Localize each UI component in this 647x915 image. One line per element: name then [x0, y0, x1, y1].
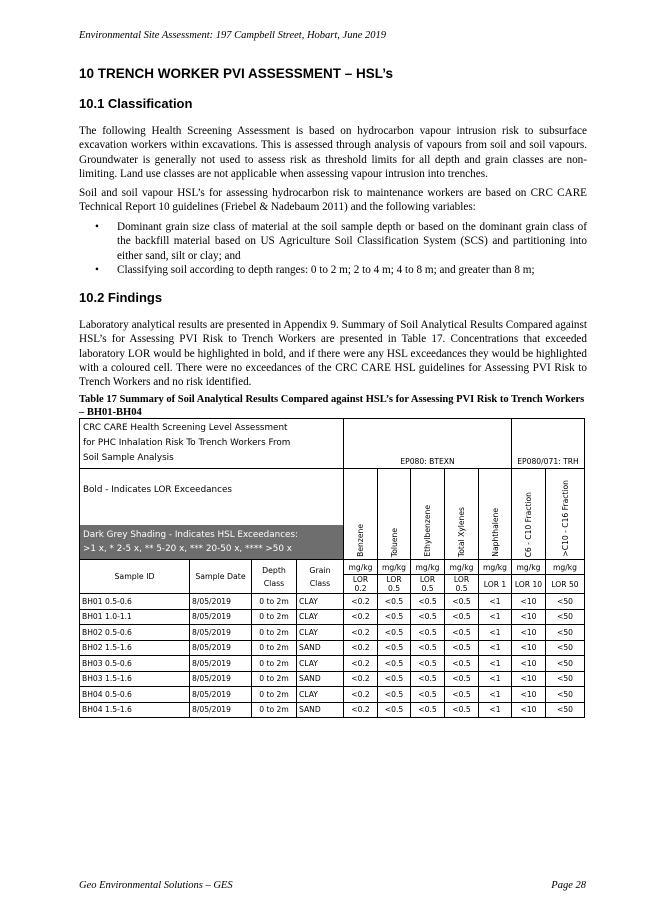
findings-paragraph: Laboratory analytical results are presented in Appendix 9. Summary of Soil Analytical Results Compared against HSL’s for Assessing PVI Risk to Trench Workers are presented in Table 17. Concentrations that exceeded laboratory LOR would be highlighted in bold, and if there were any HSL exceedances they would be highlighted with a coloured cell. There were no exceedances of the CRC CARE HSL guidelines for Assessing PVI Risk to Trench Workers and no risk identified. [79, 319, 587, 389]
analyte-header-toluene [378, 469, 411, 560]
analyte-label: >C10 - C16 Fraction [560, 480, 570, 557]
table-row [80, 640, 585, 656]
analyte-header-c10-c16 [546, 469, 585, 560]
table-cell: <0.5 [411, 640, 445, 656]
table-cell: CLAY [297, 609, 344, 625]
table-cell: <10 [512, 609, 546, 625]
table-cell: <0.5 [411, 609, 445, 625]
table-cell: <0.2 [344, 687, 378, 703]
table-cell: BH03 1.5-1.6 [80, 671, 190, 687]
table-cell: <0.5 [445, 687, 479, 703]
table-cell: BH02 0.5-0.6 [80, 625, 190, 641]
table-cell: 0 to 2m [252, 656, 297, 672]
list-item-text: Classifying soil according to depth ranges: 0 to 2 m; 2 to 4 m; 4 to 8 m; and greater than 8 m; [117, 263, 535, 276]
col-header-sample-date: Sample Date [190, 560, 252, 594]
table-cell: <1 [479, 625, 512, 641]
table-title-line: CRC CARE Health Screening Level Assessment [83, 423, 288, 433]
table-cell: <0.5 [411, 687, 445, 703]
table-row [80, 625, 585, 641]
classification-paragraph-1: The following Health Screening Assessment is based on hydrocarbon vapour intrusion risk to subsurface excavation workers within excavations. This is assessed through analysis of vapours from soil and soil vapours. Groundwater is generally not used to assess risk as threshold limits for all depth and grain classes are non-limiting. Land use classes are not applicable when assessing vapour intrusion into trenches. [79, 125, 587, 180]
unit-cell: mg/kg [546, 560, 585, 575]
analyte-label: Total Xylenes [457, 506, 466, 557]
table-cell: CLAY [297, 687, 344, 703]
legend-shading-note [80, 525, 344, 560]
table-cell: <0.5 [378, 671, 411, 687]
table-cell: <0.5 [445, 625, 479, 641]
analyte-label: Toluene [389, 527, 399, 557]
table-cell: <0.2 [344, 594, 378, 610]
table-cell: <1 [479, 656, 512, 672]
table-cell: <0.2 [344, 702, 378, 718]
table-cell: <0.2 [344, 625, 378, 641]
table-cell: <0.5 [378, 594, 411, 610]
table-cell: 8/05/2019 [190, 594, 252, 610]
table-cell: 0 to 2m [252, 702, 297, 718]
table-cell: <10 [512, 656, 546, 672]
table-cell: <0.5 [445, 671, 479, 687]
table-cell: 8/05/2019 [190, 702, 252, 718]
table-cell: SAND [297, 640, 344, 656]
table-cell: <0.2 [344, 656, 378, 672]
analyte-header-benzene [344, 469, 378, 560]
results-table [79, 418, 585, 718]
table-row [80, 687, 585, 703]
table-cell: <50 [546, 640, 585, 656]
table-cell: <50 [546, 594, 585, 610]
unit-cell: mg/kg [378, 560, 411, 575]
table-cell: <0.5 [445, 640, 479, 656]
table-cell: <0.5 [411, 625, 445, 641]
list-item: • Dominant grain size class of material at the soil sample depth or based on the dominant grain class of the backfill material based on US Agriculture Soil Classification System (SCS) and partitioning into either sand, silt or clay; and [95, 221, 587, 262]
analyte-header-naphthalene [479, 469, 512, 560]
lor-cell: LOR 0.5 [411, 575, 445, 594]
table-cell: <1 [479, 594, 512, 610]
table-cell: <50 [546, 609, 585, 625]
table-cell: <50 [546, 625, 585, 641]
method-header-btexn: EP080: BTEXN [344, 419, 512, 469]
table-cell: <0.5 [445, 702, 479, 718]
table-cell: BH04 0.5-0.6 [80, 687, 190, 703]
table-cell: <50 [546, 671, 585, 687]
list-item: • Classifying soil according to depth ranges: 0 to 2 m; 2 to 4 m; 4 to 8 m; and greater than 8 m; [95, 263, 535, 276]
table-cell: <1 [479, 702, 512, 718]
table-cell: <0.5 [378, 625, 411, 641]
lor-cell: LOR 10 [512, 575, 546, 594]
table-cell: <1 [479, 687, 512, 703]
classification-paragraph-2: Soil and soil vapour HSL’s for assessing hydrocarbon risk to maintenance workers are based on CRC CARE Technical Report 10 guidelines (Friebel & Nadebaum 2011) and the following variables: [79, 187, 587, 214]
table-title-line: Soil Sample Analysis [83, 453, 174, 463]
table-cell: 8/05/2019 [190, 687, 252, 703]
unit-cell: mg/kg [445, 560, 479, 575]
unit-cell: mg/kg [344, 560, 378, 575]
lor-cell: LOR 1 [479, 575, 512, 594]
lor-cell: LOR 50 [546, 575, 585, 594]
analyte-header-ethylbenzene [411, 469, 445, 560]
lor-cell: LOR 0.2 [344, 575, 378, 594]
section-heading-10: 10 TRENCH WORKER PVI ASSESSMENT – HSL’s [79, 66, 394, 81]
analyte-label: C6 - C10 Fraction [524, 491, 533, 557]
table-cell: <0.2 [344, 609, 378, 625]
table-title-cell [80, 419, 344, 469]
analyte-header-c6-c10 [512, 469, 546, 560]
list-item-text: Dominant grain size class of material at the soil sample depth or based on the dominant grain class of the backfill material based on US Agriculture Soil Classification System (SCS) and partitioning into either sand, silt or clay; and [117, 221, 587, 262]
table-row [80, 656, 585, 672]
table-cell: <0.5 [378, 640, 411, 656]
table-cell: <50 [546, 702, 585, 718]
subsection-heading-findings: 10.2 Findings [79, 290, 163, 305]
table-cell: <0.5 [445, 594, 479, 610]
table-cell: 8/05/2019 [190, 609, 252, 625]
table-cell: <1 [479, 640, 512, 656]
table-row [80, 671, 585, 687]
table-cell: <50 [546, 687, 585, 703]
table-row [80, 594, 585, 610]
analyte-label: Ethylbenzene [423, 505, 432, 557]
unit-cell: mg/kg [411, 560, 445, 575]
table-cell: 0 to 2m [252, 625, 297, 641]
table-cell: SAND [297, 671, 344, 687]
table-caption: Table 17 Summary of Soil Analytical Results Compared against HSL’s for Assessing PVI Risk to Trench Workers – BH01-BH04 [79, 394, 585, 418]
table-body [80, 594, 585, 718]
col-header-sample-id: Sample ID [80, 560, 190, 594]
col-header-grain-class: Grain Class [297, 560, 344, 594]
table-cell: <0.2 [344, 671, 378, 687]
lor-cell: LOR 0.5 [378, 575, 411, 594]
table-cell: BH01 1.0-1.1 [80, 609, 190, 625]
table-cell: 8/05/2019 [190, 640, 252, 656]
footer-company: Geo Environmental Solutions – GES [79, 880, 233, 891]
table-cell: SAND [297, 702, 344, 718]
footer-page-number: Page 28 [551, 880, 586, 891]
table-cell: 0 to 2m [252, 609, 297, 625]
table-cell: 0 to 2m [252, 687, 297, 703]
unit-cell: mg/kg [479, 560, 512, 575]
col-header-depth-class: Depth Class [252, 560, 297, 594]
legend-shading-line: Dark Grey Shading - Indicates HSL Exceedances: [83, 530, 299, 540]
table-cell: BH02 1.5-1.6 [80, 640, 190, 656]
analyte-header-total-xylenes [445, 469, 479, 560]
table-cell: CLAY [297, 625, 344, 641]
table-cell: BH03 0.5-0.6 [80, 656, 190, 672]
table-cell: 8/05/2019 [190, 656, 252, 672]
variables-list [79, 220, 587, 277]
table-cell: <10 [512, 594, 546, 610]
table-cell: <0.5 [411, 594, 445, 610]
table-cell: BH04 1.5-1.6 [80, 702, 190, 718]
table-cell: CLAY [297, 594, 344, 610]
table-cell: <0.5 [378, 656, 411, 672]
analyte-label: Benzene [356, 524, 365, 557]
table-row [80, 702, 585, 718]
table-cell: <0.2 [344, 640, 378, 656]
lor-cell: LOR 0.5 [445, 575, 479, 594]
table-cell: <10 [512, 625, 546, 641]
running-header: Environmental Site Assessment: 197 Campbell Street, Hobart, June 2019 [79, 30, 386, 41]
table-cell: <1 [479, 609, 512, 625]
method-header-trh: EP080/071: TRH [512, 419, 585, 469]
table-cell: <1 [479, 671, 512, 687]
table-cell: <10 [512, 702, 546, 718]
table-cell: 0 to 2m [252, 594, 297, 610]
table-cell: <50 [546, 656, 585, 672]
table-cell: <10 [512, 687, 546, 703]
table-cell: <0.5 [411, 702, 445, 718]
table-title-line: for PHC Inhalation Risk To Trench Workers From [83, 438, 291, 448]
table-cell: <0.5 [378, 702, 411, 718]
subsection-heading-classification: 10.1 Classification [79, 96, 193, 111]
table-cell: BH01 0.5-0.6 [80, 594, 190, 610]
analyte-label: Naphthalene [490, 508, 500, 557]
legend-bold-note: Bold - Indicates LOR Exceedances [80, 469, 344, 526]
table-cell: 8/05/2019 [190, 671, 252, 687]
legend-shading-line: >1 x, * 2-5 x, ** 5-20 x, *** 20-50 x, **** >50 x [83, 544, 292, 554]
table-cell: <10 [512, 671, 546, 687]
table-cell: <0.5 [378, 609, 411, 625]
table-cell: CLAY [297, 656, 344, 672]
table-row [80, 609, 585, 625]
table-cell: 8/05/2019 [190, 625, 252, 641]
table-cell: <10 [512, 640, 546, 656]
table-cell: 0 to 2m [252, 671, 297, 687]
table-cell: <0.5 [411, 671, 445, 687]
table-cell: <0.5 [445, 609, 479, 625]
table-cell: <0.5 [378, 687, 411, 703]
table-cell: 0 to 2m [252, 640, 297, 656]
table-cell: <0.5 [411, 656, 445, 672]
table-cell: <0.5 [445, 656, 479, 672]
unit-cell: mg/kg [512, 560, 546, 575]
